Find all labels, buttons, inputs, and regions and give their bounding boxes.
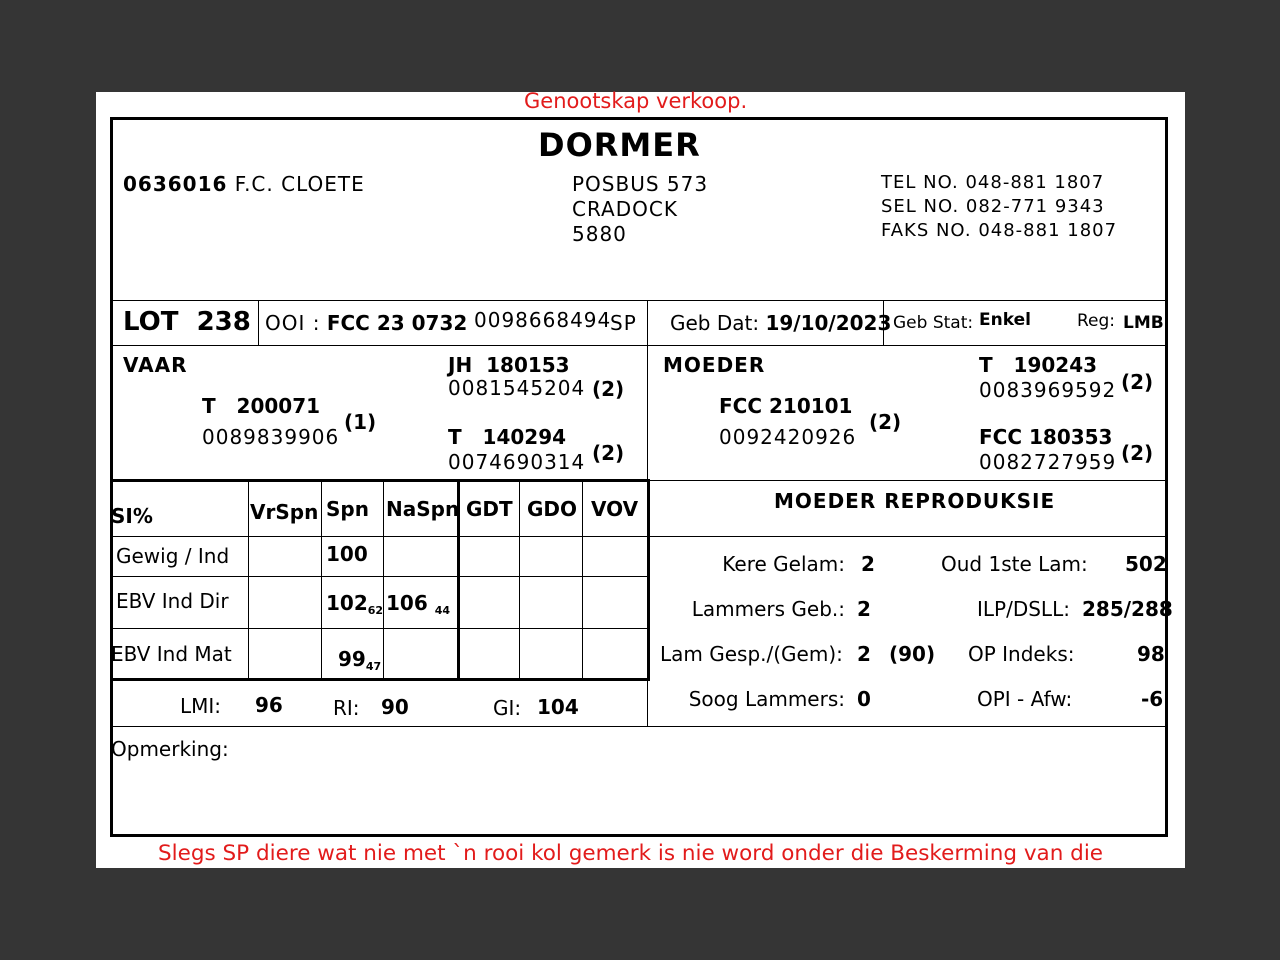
vaar-sire-id: JH 180153 [448,353,570,377]
repro-title: MOEDER REPRODUKSIE [774,489,1056,513]
breeder-name: F.C. CLOETE [234,172,365,196]
vaar-dam-id: T 140294 [448,425,567,449]
geb-dat-label: Geb Dat: [670,311,760,335]
si-header: SI% [111,504,153,528]
soog-label: Soog Lammers: [688,687,845,711]
lam-gesp-value: 2 [857,642,871,666]
gi-label: GI: [493,696,522,720]
geb-dat-value: 19/10/2023 [765,311,892,335]
lam-gesp-gem: (90) [889,642,936,666]
moeder-dam-id: FCC 180353 [979,425,1113,449]
spn-header: Spn [326,497,369,521]
op-value: 98 [1137,642,1165,666]
vaar-sire-grade: (2) [592,377,625,401]
address-line: CRADOCK [572,197,678,221]
opmerking-label: Opmerking: [111,737,229,761]
breeder-line [123,172,365,196]
contact-line: TEL NO. 048-881 1807 [881,172,1105,193]
soog-value: 0 [857,687,871,711]
reg-value: LMB [1123,313,1164,333]
moeder-sire-id: T 190243 [979,353,1098,377]
vaar-dam-number: 0074690314 [448,450,586,474]
naspn-header: NaSpn [386,497,460,521]
oud-value: 502 [1125,552,1167,576]
ri-value: 90 [381,695,409,719]
ooi-grade: SP [610,311,637,335]
divider-si-col3 [383,480,384,680]
address-line: POSBUS 573 [572,172,709,196]
protection-notice: Slegs SP diere wat nie met `n rooi kol gemerk is nie word onder die Beskerming van die [158,841,1104,866]
moeder-label: MOEDER [663,353,766,377]
si-row-label: EBV Ind Dir [116,589,229,613]
vrspn-header: VrSpn [250,500,319,524]
si-row-naspn-sub: 44 [434,604,451,617]
divider-repro-top [650,480,1168,481]
vaar-id: T 200071 [202,394,321,418]
moeder-number: 0092420926 [719,425,857,449]
breeder-code: 0636016 [123,172,228,196]
moeder-dam-number: 0082727959 [979,450,1117,474]
divider-lot-ooi [258,300,259,345]
si-row-spn [326,591,383,617]
gdt-header: GDT [466,497,513,521]
divider-si-row1 [113,576,647,577]
ooi-id: FCC 23 0732 [326,311,468,335]
vov-header: VOV [591,497,639,521]
lammers-geb-value: 2 [857,597,871,621]
opi-label: OPI - Afw: [977,687,1073,711]
ilp-label: ILP/DSLL: [977,597,1070,621]
si-row-spn-sub: 62 [367,604,384,617]
vaar-grade: (1) [344,410,377,434]
divider-si-bottom [113,678,650,681]
si-row-label: Gewig / Ind [116,544,230,568]
ooi-number: 0098668494 [474,308,612,332]
divider-si-top [113,479,650,482]
lam-gesp-label: Lam Gesp./(Gem): [660,642,843,666]
op-label: OP Indeks: [968,642,1075,666]
divider-si-header [113,536,1168,537]
reg-label: Reg: [1077,311,1116,331]
contact-line: FAKS NO. 048-881 1807 [881,220,1118,241]
sale-catalogue-page [96,89,1185,868]
divider-opmerking [113,726,1168,727]
lot-number [123,307,251,337]
ri-label: RI: [333,696,360,720]
breeder-address [572,172,708,247]
lot-card [110,117,1173,837]
divider-lot-row [113,345,1168,346]
gdo-header: GDO [527,497,578,521]
vaar-label: VAAR [123,353,188,377]
moeder-sire-grade: (2) [1121,370,1154,394]
breed-title: DORMER [538,126,701,164]
divider-si-col2 [321,480,322,680]
moeder-grade: (2) [869,410,902,434]
society-sale-notice: Genootskap verkoop. [524,89,748,113]
kere-gelam-label: Kere Gelam: [722,552,845,576]
divider-header [113,300,1168,301]
vaar-dam-grade: (2) [592,441,625,465]
lmi-label: LMI: [180,694,222,718]
ooi-line [265,311,467,335]
divider-si-row2 [113,628,647,629]
moeder-dam-grade: (2) [1121,441,1154,465]
oud-label: Oud 1ste Lam: [941,552,1088,576]
si-row-spn-value: 102 [326,591,368,615]
vaar-number: 0089839906 [202,425,340,449]
geb-stat-label: Geb Stat: [893,313,974,333]
lammers-geb-label: Lammers Geb.: [691,597,845,621]
address-line: 5880 [572,222,627,246]
divider-si-col6 [582,480,583,680]
si-row-spn-sub: 47 [365,660,382,673]
divider-si-col1 [248,480,249,680]
breeder-contacts [881,171,1117,243]
moeder-sire-number: 0083969592 [979,378,1117,402]
ilp-value: 285/288 [1082,597,1173,621]
si-row-spn-value: 99 [338,647,366,671]
kere-gelam-value: 2 [861,552,875,576]
si-row-naspn [386,591,450,617]
lmi-value: 96 [255,693,283,717]
vaar-sire-number: 0081545204 [448,376,586,400]
si-row-spn [338,647,381,673]
divider-si-col5 [519,480,520,680]
ooi-label: OOI : [265,311,321,335]
si-row-naspn-value: 106 [386,591,428,615]
moeder-id: FCC 210101 [719,394,853,418]
contact-line: SEL NO. 082-771 9343 [881,196,1105,217]
gi-value: 104 [537,695,579,719]
geb-dat [670,311,891,335]
opi-value: -6 [1141,687,1164,711]
lot-label: LOT [123,307,179,337]
si-row-spn: 100 [326,542,368,566]
si-row-label: EBV Ind Mat [111,642,232,666]
divider-si-right [647,480,650,681]
geb-stat-value: Enkel [979,310,1031,330]
lot-value: 238 [196,307,251,337]
